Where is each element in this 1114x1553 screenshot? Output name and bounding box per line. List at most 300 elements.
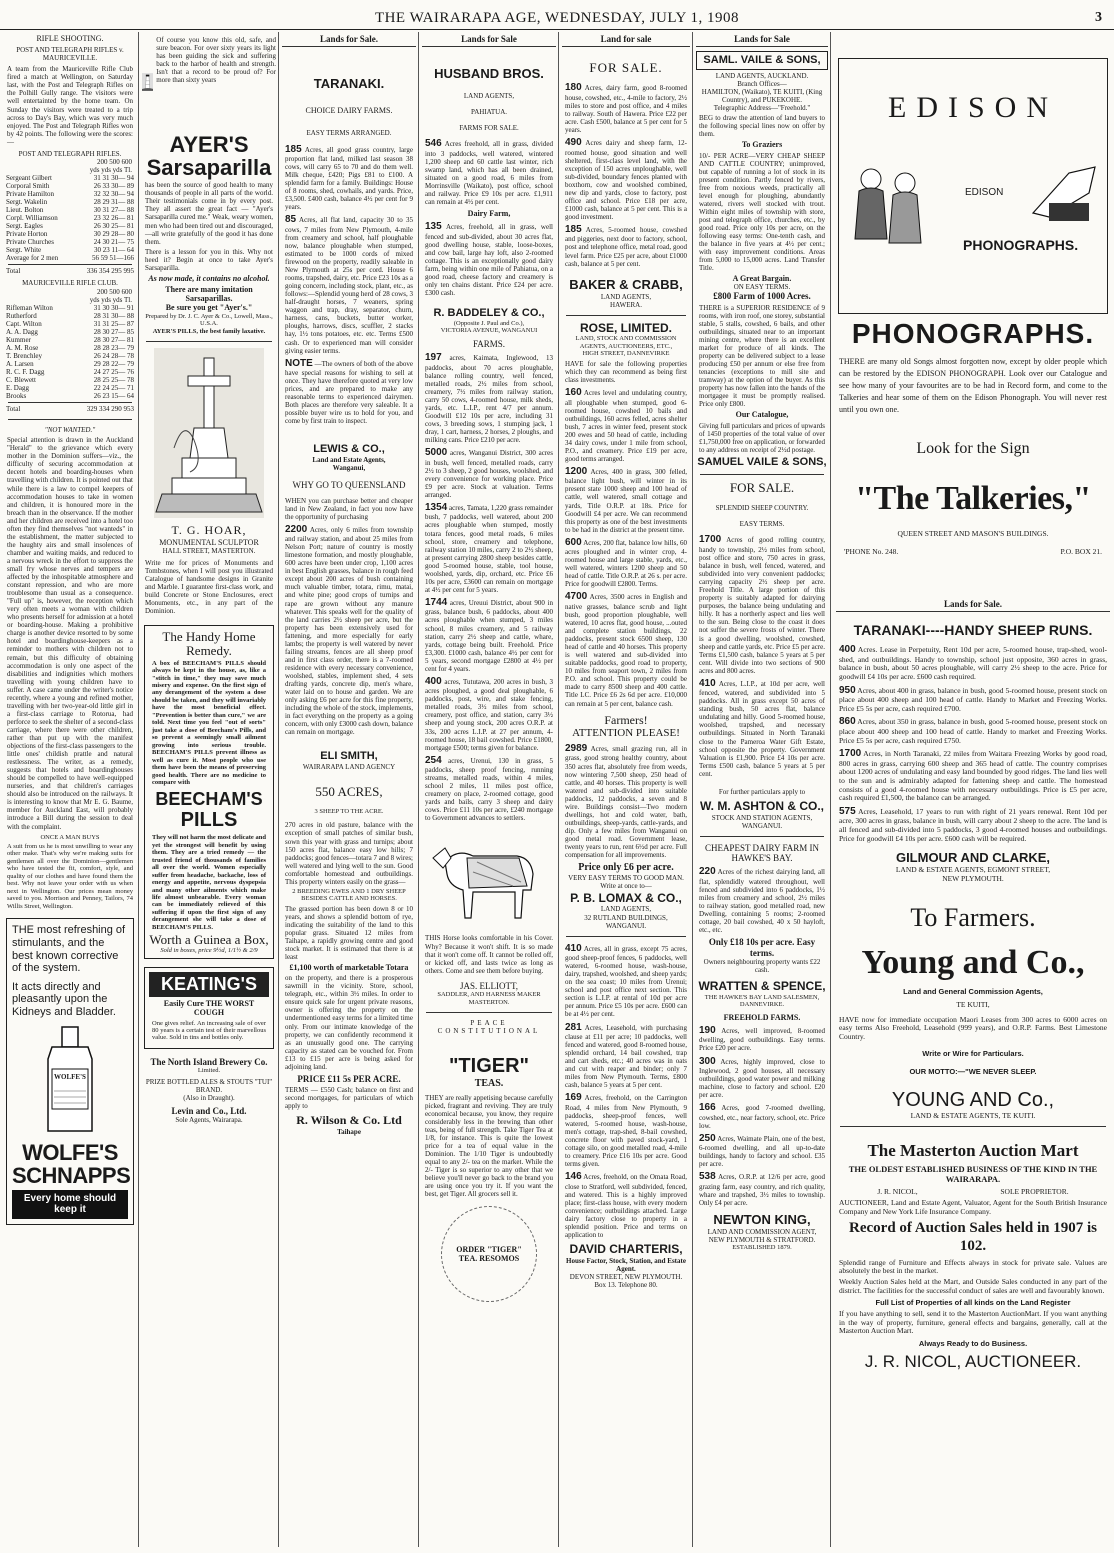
brand-sub: TEAS. bbox=[474, 1078, 504, 1090]
ayer-ad-top bbox=[142, 36, 276, 128]
shooter-scores: 26 24 28— 78 bbox=[93, 351, 134, 360]
advertiser-name: T. G. HOAR, bbox=[171, 522, 247, 537]
advertiser-address: HALL STREET, MASTERTON. bbox=[162, 546, 256, 555]
ad-body: THERE is a SUPERIOR RESIDENCE of 9 rooms, with iron roof, one storey, substantial stable, 5 stalls, cowshed, 6 bails, and other outbuildings, situated near to an important mining centre, where there is an excellent market for produce of all kinds. The property can be delivered subject to a lease producing £50 per annum or else free from tenancies (exceptions to mill site and tramway) at the option of the buyer. As this property has now fallen into the hands of the mortgagee it must be promptly realised. Price only £800. bbox=[699, 303, 825, 409]
shooter-name: Sergt. White bbox=[6, 246, 42, 255]
ad-subheading: Dairy Farm, bbox=[467, 209, 511, 219]
column-rule bbox=[558, 32, 559, 1547]
shooter-scores: 30 31 27— 88 bbox=[93, 206, 134, 215]
shooter-name: Average for 2 men bbox=[6, 254, 59, 263]
proprietor-name: J. R. NICOL, bbox=[877, 1187, 918, 1197]
brand-name: BEECHAM'S bbox=[155, 788, 263, 809]
ad-body: BEG to draw the attention of land buyers to the following special lines now on offer by them. bbox=[699, 114, 825, 139]
ad-subheading: Write at once to— bbox=[600, 881, 652, 890]
masthead bbox=[0, 0, 1114, 30]
land-listing bbox=[565, 224, 687, 268]
advertiser-name: R. BADDELEY & CO., bbox=[433, 307, 545, 320]
listing-text: Acres, small grazing run, all in grass, good strong healthy country, about 350 acres flat, absolutely free from weeds, now wintering 7,500 sheep, 250 head of cattle, and 40 horses. This property is well watered and sub-divided into suitable paddocks, 12 paddocks, a seven and 8 wire. Buildings consist—Two modern dwellings, hot and cold water, bath, outbuildings, sheep-yards, cattle-yards, and dip. Only a few miles from Wanganui on good metal road. Government lease, twenty years to run, rent 6½d per acre. Full compensation for all improvements. bbox=[565, 744, 687, 860]
score-row bbox=[4, 320, 136, 328]
land-listing bbox=[565, 1022, 687, 1090]
land-listing bbox=[425, 138, 553, 206]
score-row bbox=[4, 206, 136, 214]
ad-body: (Also in Draught). bbox=[183, 1093, 235, 1102]
listing-acres: 410 bbox=[699, 677, 716, 689]
total-label: Total bbox=[6, 267, 21, 276]
listing-acres: 220 bbox=[699, 866, 716, 878]
score-row bbox=[4, 352, 136, 360]
score-row bbox=[4, 328, 136, 336]
advertiser-sub: Sole Agents, Wairarapa. bbox=[175, 1116, 243, 1125]
ad-body: Write me for prices of Monuments and Tombstones, when I will post you illustrated Catalogue of handsome designs in Granite and Marble. I guarantee first-class work, and build Concrete or Stone Enclosures, erect Monuments, etc., in any part of the Dominion. bbox=[145, 559, 273, 616]
advertiser-sub: LAND & ESTATE AGENTS, TE KUITI. bbox=[910, 1110, 1036, 1120]
ad-subheading: £800 Farm of 1000 Acres. bbox=[713, 291, 811, 302]
listing-text: Acres dairy and sheep farm, 12-roomed house, good situation and well sheltered, first-class level land, with the exception of 150 acres unploughable, well sub-divided, boundary fences planted with boxthorn, cow and woolshed combined, new dip and yards, close to factory, post office and school. Price £18 per acre, £1000 cash, balance at 5 per cent. This is a good investment. bbox=[565, 139, 688, 221]
listing-text: Acres, 200 flat, balance low hills, 60 acres ploughed and in winter crop, 4-roomed house and large stable, yards, etc., well watered, winters 1200 sheep and 50 head of cattle. Title O.R.P. at 26 s. per acre. Price for goodwill £2800. Terms. bbox=[565, 538, 687, 589]
score-row bbox=[4, 336, 136, 344]
score-total bbox=[4, 267, 136, 275]
ad-subheading: Our Catalogue, bbox=[735, 410, 789, 420]
ad-tagline: Be sure you get "Ayer's." bbox=[165, 303, 253, 313]
article-heading: RIFLE SHOOTING. bbox=[36, 34, 104, 43]
yards-header: yds yds yds Tl. bbox=[89, 165, 132, 174]
team-title: POST AND TELEGRAPH RIFLES. bbox=[18, 149, 122, 158]
score-table bbox=[4, 174, 136, 263]
ad-body: TERMS — £550 Cash; balance on first and second mortgages, for particulars of which apply to bbox=[285, 1086, 413, 1111]
listing-acres: 180 bbox=[565, 82, 582, 94]
ad-heading: PHONOGRAPHS. bbox=[851, 318, 1095, 349]
listing-acres: 5000 bbox=[425, 447, 448, 459]
advertiser-sub: WANGANUI. bbox=[741, 821, 783, 830]
land-listing bbox=[285, 214, 413, 354]
advertiser-name: DAVID CHARTERIS, bbox=[569, 1242, 683, 1257]
shooter-name: Corporal Smith bbox=[6, 181, 50, 190]
listing-text: acres, Tamata, 1,220 grass remainder bush, 7 paddocks, well watered, about 200 acres ploughable when stumped, mostly totara fences, good metal roads, 6 miles school, store, creamery and telephone, railway station 10 miles, carry 2 to 2½ sheep, at present carrying 2800 sheep besides cattle, good 5-roomed house, stable, tool house, woolshed, yards, dip, orchard, etc. Price £6 10s per acre, £3600 can remain on mortgage at 4½ per cent for 5 years. bbox=[425, 503, 553, 594]
ad-body: 10/- PER ACRE—VERY CHEAP SHEEP AND CATTLE COUNTRY; unimproved, but capable of running a lot of stock in its present condition. Partly fenced by rivers, free from noxious weeds, practically all level enough for ploughing, abundantly watered, rivers well stocked with trout. Within eight miles of township with store, post and telegraph office, churches, etc., by good road. Price only 10s per acre, on the following easy terms: One-tenth cash, and the balance in five years at 4½ per cent.; with easy improvement conditions. Areas from 5,000 to 15,000 acres. Land Transfer Title. bbox=[699, 151, 825, 273]
land-listing bbox=[425, 352, 553, 444]
ad-tagline: Prepared by Dr. J. C. Ayer & Co., Lowell, Mass., U.S.A. bbox=[145, 312, 273, 328]
shooter-name: Sergt. Eagles bbox=[6, 222, 43, 231]
listing-text: acres, Ureuui District, about 900 in grass, balance bush, 6 paddocks, about 400 acres ploughable when stumped, 3 miles school, 8 miles creamery, and 5 railway station, carry 2½ sheep and cattle, whare, yards, cottage being built. Freehold. Price £3,300. £1000 cash, balance 4½ per cent for 5 years, second mortgage £2800 at 4½ per cent for 4 years. bbox=[425, 598, 553, 673]
score-row bbox=[4, 368, 136, 376]
land-listing bbox=[565, 137, 687, 221]
keatings-ad bbox=[144, 967, 274, 1048]
advertiser-sub: LAND AGENTS, bbox=[600, 292, 652, 301]
column-1 bbox=[4, 32, 136, 1547]
ad-subheading: Write or Wire for Particulars. bbox=[922, 1048, 1024, 1058]
score-row bbox=[4, 376, 136, 384]
listing-text: Acres, O.R.P. at 12/6 per acre, good grazing farm, easy country, and rich quality, whare and trapshed, 3½ miles to township. Only £4 per acre. bbox=[699, 1173, 825, 1208]
column-rule bbox=[418, 32, 419, 1547]
ad-body: They will not harm the most delicate and yet the strongest will benefit by using them. They are a tried remedy — the trusted friend of thousands of families all over the world. Women especially suffer from headache, backache, loss of energy and appetite, nervous dyspepsia and many other ailments which make life almost unbearable. Every woman can be immediately relieved of this suffering if upon the first sign of any derangement she will take a dose of BEECHAM'S PILLS. bbox=[152, 834, 266, 931]
ad-body: Of course you know this old, safe, and sure beacon. For over sixty years its light has been guiding the sick and suffering back to the harbor of health and strength. Isn't that a record to be proud of? For more than sixty years bbox=[156, 36, 276, 85]
listing-text: Acres, Leasehold, 17 years to run with right of 21 years renewal. Rent 10d per acre, 300 acres in grass, balance in bush, will carry about 2 sheep to the acre. The land is all fenced and sub-divided into 5 paddocks, 3 good 4-roomed houses and outbuildings. Price for goodwill £4 10s per acre. £600 cash will be required. bbox=[839, 806, 1108, 843]
listing-acres: 135 bbox=[425, 221, 442, 233]
listing-acres: 1700 bbox=[699, 534, 722, 546]
section-heading: Lands for Sale. bbox=[836, 597, 1110, 612]
land-listing bbox=[565, 591, 687, 707]
listing-acres: 2200 bbox=[285, 523, 308, 535]
brand-name: WOLFE'S SCHNAPPS bbox=[12, 1139, 131, 1188]
shooter-name: Corpl. Williamson bbox=[6, 214, 58, 223]
advertiser-name: P. B. LOMAX & CO., bbox=[570, 890, 682, 905]
listing-text: Acres, about 400 in grass, balance in bush, good 5-roomed house, present stock on place about 400 sheep and 100 head of cattle. Handy to Market and Freezing Works. Price £5 5s per acre, cash required £700. bbox=[839, 685, 1107, 713]
shooter-name: Rutherford bbox=[6, 311, 37, 320]
advertiser-name: Levin and Co., Ltd. bbox=[171, 1105, 247, 1116]
advertiser-sub: Land and General Commission Agents, bbox=[903, 987, 1043, 997]
ad-heading: FREEHOLD FARMS. bbox=[723, 1012, 801, 1022]
score-row bbox=[4, 392, 136, 400]
shooter-scores: 28 25 25— 78 bbox=[93, 376, 134, 385]
bottle-label: WOLFE'S bbox=[54, 1072, 86, 1081]
shooter-scores: 28 30 27— 81 bbox=[93, 335, 134, 344]
listing-text: acres, Urenui, 130 in grass, 5 paddocks, sheep proof fencing, running streams, metalled roads, within 4 miles, school 2 miles, 11 miles post office, creamery on place, 2-roomed cottage, good yards and bails, carry 3 sheep and dairy cows. Price £11 10s per acre, £240 mortgage to Government advances to settlers. bbox=[425, 756, 553, 823]
ad-body: WHEN you can purchase better and cheaper land in New Zealand, in fact you now have the opportunity of purchasing bbox=[285, 496, 413, 521]
advertiser-sub: Taihape bbox=[337, 1128, 361, 1137]
advertiser-trade: MONUMENTAL SCULPTOR bbox=[159, 537, 259, 547]
score-row bbox=[4, 214, 136, 222]
shooter-name: Lieut. Bolton bbox=[6, 206, 44, 215]
advertiser-name: ROSE, LIMITED. bbox=[579, 320, 672, 335]
land-listing bbox=[425, 447, 553, 499]
ad-tagline: AYER'S PILLS, the best family laxative. bbox=[152, 327, 266, 335]
land-listing bbox=[565, 466, 687, 534]
listing-acres: 538 bbox=[699, 1171, 716, 1183]
shooter-name: Private Hamilton bbox=[6, 189, 55, 198]
listing-text: Acres level and undulating country, all ploughable when stumped, good 6-roomed house, cowshed 10 bails and outbuildings, 160 acres felled, acres shelter bush, 7 acres in winter feed, present stock 200 ewes and 50 head of cattle, including 34 dairy cows, under 1 mile from school, P.O., and creamery. Price £19 per acre, good terms arranged. bbox=[565, 389, 688, 463]
listing-text: Acres of the richest dairying land, all flat, splendidly watered throughout, well fenced and subdivided into 6 paddocks, 1½ miles from creamery and school, 2½ miles to railway station, good metalled road, new Dwelling, containing 5 rooms; 2-roomed cottage, 20 bail cowshed, 40 x 50 hayloft, etc., etc. bbox=[699, 868, 825, 935]
advertiser-sub: (Opposite J. Paul and Co.), bbox=[453, 319, 525, 327]
ad-body: THERE are many old Songs almost forgotten now, except by older people which can be restored by the EDISON PHONOGRAPH. Look over our Catalogue and see how many of your favourites are to be had in Record form, and come to the Talkeries and hear some of them on the Edison Phonograph. You will never rest until you own one. bbox=[839, 357, 1107, 415]
listing-acres: 1200 bbox=[565, 465, 588, 477]
advertiser-address: 32 RUTLAND BUILDINGS, bbox=[584, 913, 668, 922]
ad-subheading: A Great Bargain. bbox=[732, 274, 792, 284]
listing-text: —The owners of both of the above have special reasons for wishing to sell at once. They have therefore quoted at very low prices, and are prepared to make any reasonable terms to experienced dairymen. Both places are therefore very saleable. It a possible buyer wire us to hold for you, and come by first train to inspect. bbox=[285, 359, 413, 426]
listing-acres: 190 bbox=[699, 1024, 716, 1036]
ad-heading: Farmers! bbox=[604, 712, 648, 727]
land-listing bbox=[565, 537, 687, 589]
land-listing bbox=[699, 1102, 825, 1130]
ad-subheading: VERY EASY TERMS TO GOOD MAN. bbox=[568, 873, 684, 882]
shooter-name: C. Blewett bbox=[6, 376, 36, 385]
advertiser-sub: LAND & ESTATE AGENTS, EGMONT STREET, bbox=[895, 865, 1051, 875]
advertiser-address: NEW PLYMOUTH & STRATFORD. bbox=[708, 1236, 816, 1245]
advertiser-sub: HAMILTON, (Waikato), TE KUITI, (King Country), and PUKEKOHE. bbox=[701, 88, 823, 105]
advertiser-name: ELI SMITH, bbox=[320, 750, 378, 763]
ad-heading: Record of Auction Sales held in 1907 is 102. bbox=[849, 1220, 1097, 1254]
ad-body: AUCTIONEER, Land and Estate Agent, Valuator, Agent for the South British Insurance Company and New York Life Insurance Company. bbox=[839, 1198, 1107, 1216]
score-row bbox=[4, 246, 136, 254]
listing-acres: 250 bbox=[699, 1132, 716, 1144]
horse-cover-illustration bbox=[427, 828, 551, 928]
listing-acres: 1744 bbox=[425, 596, 448, 608]
ad-price: Only £18 10s per acre. Easy terms. bbox=[708, 937, 816, 958]
listing-acres: 860 bbox=[839, 716, 856, 728]
listing-text: Acres, dairy farm, good 8-roomed house, cowshed, etc., 4-mile to factory, 2½ miles to store and post office, and 4 miles to railway. South of Hawera. Price £22 per acre. Cash £500, balance at 5 per cent for 5 years. bbox=[565, 84, 687, 134]
article-heading: "NOT WANTED." bbox=[44, 426, 96, 435]
land-listing bbox=[699, 534, 825, 674]
listing-acres: 490 bbox=[565, 137, 582, 149]
advertiser-name: The Masterton Auction Mart bbox=[867, 1141, 1079, 1161]
advertiser-name: W. M. ASHTON & CO., bbox=[699, 798, 824, 813]
advertiser-name: The North Island Brewery Co. bbox=[150, 1056, 268, 1067]
land-listing bbox=[699, 1056, 825, 1100]
advertiser-name: SAML. VAILE & SONS, bbox=[696, 51, 828, 70]
listing-acres: 1354 bbox=[425, 501, 448, 513]
advertiser-signature: J. R. NICOL, AUCTIONEER. bbox=[864, 1352, 1082, 1372]
brand-name: PILLS bbox=[180, 809, 238, 832]
ad-body: A box of BEECHAM'S PILLS should always be kept in the house, as, like a "stitch in time," they may save much misery and expense. On the first sign of any derangement of the system a dose should be taken, and they will invariably have the most beneficial effect. "Prevention is better than cure," we are told. Next time you feel "out of sorts" just take a dose of Beecham's Pills, and so prevent a seemingly small ailment growing into serious trouble. BEECHAM'S PILLS prevent illness as well as cure it. Most people who use them have been the means of preserving good health. There are no medicine to compare with bbox=[152, 659, 266, 787]
listing-text: Acres, L.I.P., at 10d per acre, well fenced, watered, and subdivided into 5 paddocks. All in grass except 50 acres of standing bush, 50 acres flat, balance undulating and hilly. Good 5-roomed house, woolshed, trapshed, and necessary outbuildings. Situated in North Taranaki close to the Pameroa Water Gift Estate, school opposite the property. Government Valuation is £1,900. Price £4 10s per acre. Terms £500 cash, balance 5 years at 5 per cent. bbox=[699, 679, 825, 778]
article-subheading: POST AND TELEGRAPH RIFLES v. MAURICEVILLE. bbox=[16, 46, 124, 63]
advertiser-name: R. Wilson & Co. Ltd bbox=[296, 1113, 402, 1128]
monument-illustration bbox=[154, 348, 264, 518]
advertiser-name: GILMOUR AND CLARKE, bbox=[895, 850, 1051, 866]
score-row bbox=[4, 254, 136, 262]
shooter-scores: 26 30 25— 81 bbox=[93, 222, 134, 231]
bottle-illustration bbox=[38, 1025, 102, 1135]
shooter-name: Brooks bbox=[6, 392, 27, 401]
land-listing bbox=[425, 676, 553, 752]
score-row bbox=[4, 230, 136, 238]
listing-acres: 575 bbox=[839, 805, 856, 817]
land-listing bbox=[285, 144, 413, 212]
advertiser-name: Young and Co., bbox=[861, 944, 1085, 982]
score-row bbox=[4, 238, 136, 246]
listing-acres: 160 bbox=[565, 387, 582, 398]
brand-name: EDISON bbox=[888, 91, 1058, 124]
listing-acres: 185 bbox=[565, 223, 582, 235]
score-row bbox=[4, 344, 136, 352]
brand-name: KEATING'S bbox=[149, 972, 269, 997]
advertiser-address: VICTORIA AVENUE, WANGANUI bbox=[440, 327, 538, 335]
column-rule bbox=[138, 32, 139, 1547]
ad-body: There is a lesson for you in this. Why not heed it? Begin at once to take Ayer's Sarsaparilla. bbox=[145, 247, 273, 272]
land-listing bbox=[565, 82, 687, 134]
listing-acres: 4700 bbox=[565, 591, 588, 603]
brand-name: Sarsaparilla bbox=[146, 155, 272, 181]
listing-text: Acres, all in grass, except 75 acres, good sheep-proof fences, 6 paddocks, well watered, 6-roomed house, wash-house, dairy, trapshed, woolshed, and sheep yards; on the sea coast; 10 miles from Urenui; school and post office next section. This section is L.I.P. at rental of 10d per acre per annum. Price £5 10s per acre. £600 can be at 4½ per cent. bbox=[565, 944, 687, 1019]
score-row bbox=[4, 384, 136, 392]
score-table bbox=[4, 304, 136, 401]
listing-acres: 600 bbox=[565, 536, 582, 548]
shooter-name: Private Churches bbox=[6, 238, 55, 247]
listing-acres: 410 bbox=[565, 942, 582, 954]
ad-tagline: Easily Cure THE WORST COUGH bbox=[163, 999, 255, 1018]
ad-subheading: Full List of Properties of all kinds on the Land Register bbox=[875, 1298, 1071, 1308]
listing-acres: 400 bbox=[425, 675, 442, 687]
listing-text: Acres, all flat land, capacity 30 to 35 cows, 7 miles from New Plymouth, 4-mile from creamery and school, half ploughable now, balance ploughable when stumped, estimated to be 1000 cords of mixed firewood on the property, readily saleable in New Plymouth at 25s per cord. House 6 rooms, trapshed, dairy, etc. Price £23 10s as a going concern, including stock, plant, etc., as follows:—Splendid young herd of 28 cows, 3 half-draught horses, 7 weaners, spring waggon and trap, dray, separator, churn, harness, cans, buckets, butter worker, ploughs, harrows, discs, scuffler, 2 stacks hay, 1½ tons potatoes, etc. etc. Terms £500 cash. Or to experienced man will consider giving easier terms. bbox=[285, 216, 413, 355]
ad-slogan: Every home should keep it bbox=[12, 1190, 128, 1219]
ad-body: HAVE now for immediate occupation Maori Leases from 300 acres to 6000 acres on easy terms Also Freehold, Leasehold (999 years), and O.R.P. Farms. Best Limestone Country. bbox=[839, 1014, 1107, 1041]
section-heading: Lands for Sale bbox=[696, 32, 828, 47]
listing-text: Acres, Waimate Plain, one of the best, 6-roomed dwelling, and all up-to-date buildings, handy to factory and school. £35 per acre. bbox=[699, 1134, 825, 1169]
advertiser-contact: Telegraphic Address—"Freehold." bbox=[713, 104, 811, 113]
advertiser-sub: LAND AND COMMISSION AGENT, bbox=[707, 1228, 817, 1236]
listing-acres: 166 bbox=[699, 1102, 716, 1114]
advertiser-name: YOUNG AND Co., bbox=[891, 1088, 1055, 1111]
advertiser-sub: ESTABLISHED 1879. bbox=[732, 1244, 792, 1252]
ad-body: 270 acres in old pasture, balance with the exception of small patches of similar bush, sown this year with grass and turnips; about 150 acres flat, balance easy low hills; 7 paddocks; good fences—totara 7 and 8 wires; well watered and lying well to the sun. Good comfortable homestead and outbuildings. This property winters easily on the grass— bbox=[285, 821, 413, 886]
shooter-name: A. A. Dagg bbox=[6, 327, 38, 336]
ad-subheading: EASY TERMS ARRANGED. bbox=[306, 129, 392, 138]
newspaper-title: THE WAIRARAPA AGE, WEDNESDAY, JULY 1, 1908 bbox=[374, 10, 740, 26]
land-listing bbox=[839, 644, 1107, 681]
ad-subheading: £1,100 worth of marketable Totara bbox=[289, 963, 409, 973]
listing-text: acres, Tututawa, 200 acres in bush, 3 acres ploughed, a good deal ploughable, 6 paddocks, post, wire, and stake fencing, metalled roads, 3½ miles from school, creamery, post office, and station, carry 3½ sheep and young stock, 200 acres O.R.P. at 33s, 200 acres L.I.P. at 27 per annum, 4-roomed house, 18 bail cowshed. Price £1800, mortgage £500; terms given for balance. bbox=[425, 677, 554, 752]
advertiser-name: SAMUEL VAILE & SONS, bbox=[697, 455, 827, 468]
ad-tagline: As now made, it contains no alcohol. bbox=[148, 273, 270, 283]
shooter-scores: 28 31 30— 88 bbox=[93, 311, 134, 320]
brand-name: AYER'S bbox=[169, 132, 249, 157]
land-listing bbox=[565, 1092, 687, 1168]
shooter-scores: 26 23 15— 64 bbox=[93, 392, 134, 401]
ad-body: One gives relief. An increasing sale of over 80 years is a certain test of their marvellous value. Sold in tins and bottles only. bbox=[152, 1019, 266, 1042]
shooter-scores: 24 27 25— 76 bbox=[93, 367, 134, 376]
section-heading: Lands for Sale bbox=[422, 32, 556, 47]
ad-text: It acts directly and pleasantly upon the Kidneys and Bladder. bbox=[12, 980, 116, 1019]
ad-body: A suit from us he is most unwilling to wear any other make. That's why we're making suits for gentlemen all over the Dominion—gentlemen who have tested the fit, comfort, style, and quality of our clothes and have found them the best. Why not leave your order with us when next in Wellington. Our prices mean money saved to you. Morrison and Penney, Tailors, 74 Willis Street, Wellington. bbox=[7, 843, 133, 910]
beechams-ad bbox=[144, 625, 274, 959]
listing-acres: 197 bbox=[425, 352, 442, 364]
listing-text: Acres, only 6 miles from township and railway station, and about 25 miles from Nelson Port; nature of country is mostly limestone formation, and mostly ploughable, 600 acres have been under crop, 1,100 acres in best English grasses, balance in rough feed except about 200 acres of bush containing much valuable timber, totara, rimu, matai, and white pine; good crops of turnips and rape are grown without any manure whatever. This speaks well for the quality of the land carries 2½ sheep per acre, but the property has been extensively used for fattening, and more especially for early lambs; the property is well watered by never failing streams, fences are all sheep proof and in first class order, there is a 7-roomed residence with every necessary convenience, woolshed, stables, implement shed, 4 sets drafting yards, concrete dip, men's whare, water laid on to house and garden. We are only asking £6 per acre for this fine property, including the whole of the stock, implements, in fact everything on the property as a going concern, with only £3000 cash down, balance can remain on mortgage. bbox=[285, 525, 413, 737]
ad-subheading: EASY TERMS. bbox=[739, 520, 785, 529]
ad-heading: Look for the Sign bbox=[916, 440, 1030, 458]
ad-heading: ATTENTION PLEASE! bbox=[572, 727, 680, 740]
shooter-scores: 28 30 27— 85 bbox=[93, 327, 134, 336]
listing-acres: 281 bbox=[565, 1021, 582, 1033]
shooter-scores: 30 23 11— 64 bbox=[94, 246, 134, 255]
ad-body: THIS Horse looks comfortable in his Cover. Why? Because it won't shift. It is so made that it won't come off. It cannot be rolled off, or kicked off, and lasts twice as long as others. Come and see them before buying. bbox=[425, 934, 553, 975]
listing-text: Acres of good rolling country, handy to township, 2½ miles from school, post office and store, 750 acres in grass, balance in bush, well fenced, watered, and subdivided into very convenient paddocks; carrying capacity 2½ sheep per acre. Freehold Title. A large portion of this property is suitably adapted for dairying purposes, the balance being undulating and hilly. It has a northerly aspect and lies well to the sun. Being close to the coast it does not suffer the severe frosts of winter. There is a good dwelling, woolshed, cowshed, sheep and cattle yards, etc. Price £5 per acre. Terms £1,500 cash, balance 5 years at 5 per cent. Will divide into two sections of 900 acres and 800 acres. bbox=[699, 536, 826, 675]
advertiser-contact: Box 13. Telephone 80. bbox=[594, 1280, 658, 1289]
shooter-name: R. C. F. Dagg bbox=[6, 367, 45, 376]
ad-subheading: ON EASY TERMS. bbox=[733, 283, 791, 292]
listing-text: Acres freehold, all in grass, divided into 3 paddocks, well watered, wintered 1,200 sheep and 60 cattle last winter, rich swamp land, which has all been drained, situated on a good road, 6 miles from Morrinsville (Waikato), post office, school and railway. Price £9 10s per acre. £1,911 can remain at 4½ per cent. bbox=[425, 140, 553, 207]
ad-subheading: For further particulars apply to bbox=[718, 787, 806, 796]
shooter-scores: 24 30 21— 75 bbox=[93, 238, 134, 247]
score-row bbox=[4, 304, 136, 312]
advertiser-sub: Limited. bbox=[197, 1067, 221, 1075]
shooter-scores: 31 31 25— 87 bbox=[93, 319, 134, 328]
advertiser-sub: THE OLDEST ESTABLISHED BUSINESS OF THE KIND IN THE WAIRARAPA. bbox=[848, 1163, 1098, 1184]
ad-price: Price only £6 per acre. bbox=[578, 862, 674, 874]
shooter-scores: 22 24 25— 71 bbox=[93, 384, 134, 393]
yards-header: yds yds yds Tl. bbox=[89, 295, 132, 304]
advertiser-sub: MASTERTON. bbox=[468, 998, 510, 1006]
ad-motto: OUR MOTTO:—"WE NEVER SLEEP. bbox=[909, 1067, 1037, 1077]
listing-text: Acres, freehold, on the Carrington Road, 4 miles from New Plymouth, 9 paddocks, sheep-proof fences, well watered, 5-roomed house, wash-house, men's cottage, trap-shed, 8-bail cowshed, concrete floor with paved stock-yard, 1 cottage silo, on good metalled road, 4-mile to creamery. Price £16 10s per acre. Good terms given. bbox=[565, 1094, 687, 1169]
ad-heading: WHY GO TO QUEENSLAND bbox=[292, 480, 406, 491]
range-header: 200 500 600 bbox=[97, 287, 132, 296]
column-6 bbox=[696, 32, 828, 1547]
listing-acres: 169 bbox=[565, 1092, 582, 1104]
advertiser-sub: STOCK AND STATION AGENTS, bbox=[711, 813, 813, 822]
ad-subheading: CHOICE DAIRY FARMS. bbox=[305, 106, 393, 116]
proprietor-role: SOLE PROPRIETOR. bbox=[1000, 1187, 1069, 1197]
land-listing bbox=[425, 597, 553, 673]
edison-ad-box bbox=[838, 58, 1108, 314]
phonograph-icon bbox=[1029, 163, 1099, 223]
land-listing bbox=[565, 1171, 687, 1239]
score-row bbox=[4, 190, 136, 198]
total-value: 329 334 290 953 bbox=[86, 405, 134, 414]
shooter-name: A. M. Rose bbox=[6, 343, 39, 352]
advertiser-sub: WANGANUI. bbox=[605, 921, 647, 930]
shooter-scores: 31 30 30— 91 bbox=[93, 303, 134, 312]
advertiser-sub: Branch Offices— bbox=[737, 80, 787, 89]
lighthouse-icon bbox=[142, 36, 153, 128]
ad-price: PRICE £11 5s PER ACRE. bbox=[297, 1073, 401, 1084]
land-listing bbox=[425, 502, 553, 594]
ad-subheading: To Graziers bbox=[741, 140, 783, 150]
shooter-scores: 23 32 26— 81 bbox=[93, 214, 134, 223]
column-5 bbox=[562, 32, 690, 1547]
range-header: 200 500 600 bbox=[97, 157, 132, 166]
shooter-name: A. Larsen bbox=[6, 359, 34, 368]
advertiser-sub: PAHIATUA. bbox=[470, 108, 508, 117]
advertiser-sub: LAND, STOCK AND COMMISSION AGENTS, AUCTIONEERS, ETC., bbox=[575, 335, 677, 350]
ad-tagline: There are many imitation Sarsaparillas. bbox=[165, 285, 253, 304]
score-row bbox=[4, 198, 136, 206]
ad-body: HAVE for sale the following properties which they can recommend as being first class investments. bbox=[565, 359, 687, 384]
listing-text: acres, Kaimata, Inglewood, 13 paddocks, about 70 acres ploughable, balance rolling country, well fenced, metalled roads, 2½ miles from school, creamery, 7½ miles from railway station, carry 50 cows, 4-roomed house, milk sheds, yards, etc. L.I.P., rent 4/7 per annum. Goodwill £12 10s per acre, including 31 cows, 3 breeding sows, 1 stumping jack, 1 dray, 1 cart, harness, 2 horses, 2 ploughs, and milking cans. Price £210 per acre. bbox=[425, 354, 554, 445]
advertiser-name: NEWTON KING, bbox=[713, 1212, 811, 1228]
listing-acres: 2989 bbox=[565, 742, 588, 754]
ad-body: THEY are really appetising because carefully picked, fragrant and reviving. They are truly economical because, you know, they require considerably less in the brewing than other teas, being of full strength. Take Tiger Tea at 1/8, for instance. This is quite the lowest price for a tea of equal value in the Dominion. The 1/10 Tiger is undoubtedly equal to any 2/- tea on the market. While the 2/- Tiger is so superior to any other that we believe you'll never go back to the brand you are using once you try it. If you want the best, get Tiger. All grocers sell it. bbox=[425, 1093, 553, 1199]
advertiser-address: DEVON STREET, NEW PLYMOUTH. bbox=[569, 1272, 683, 1281]
land-listing bbox=[839, 685, 1107, 714]
ad-heading: The Handy Home Remedy. bbox=[162, 629, 256, 658]
article-body: A team from the Mauriceville Rifle Club fired a match at Wellington, on Saturday last, with the Post and Telegraph Rifles on the Polhill Gully range. The visitors were well entertainted by the home team. On Sunday the visitors were treated to a trip across to Day's Bay, which was very much enjoyed. The Post and Telegraph Rifles won by 42 points. The following were the scores:— bbox=[7, 65, 133, 146]
advertiser-sub: FARMS FOR SALE. bbox=[459, 124, 519, 133]
advertiser-sub: WAIRARAPA LAND AGENCY bbox=[302, 762, 396, 771]
advertiser-name: BAKER & CRABB, bbox=[569, 276, 683, 292]
ad-subheading: Always Ready to do Business. bbox=[918, 1338, 1028, 1348]
shooter-name: T. Brenchley bbox=[6, 351, 43, 360]
ad-subheading: SPLENDID SHEEP COUNTRY. bbox=[715, 504, 809, 513]
listing-text: Acres, 3500 acres in English and native grasses, balance scrub and light bush, good proportion ploughable, well watered, 10 acres flat, good house, ...outed and complete station buildings, 22 paddocks, present stock 6500 sheep, 130 head of cattle and 40 horses. This property is well watered and sub-divided into suitable paddocks, good road to property, 10 miles from seaport town, 2 miles from P.O. and school. This property could be made to carry 8500 sheep and 400 cattle. Title LC. Price £6 2s 6d per acre. £10,000 can remain at 5 per cent, balance cash. bbox=[565, 593, 687, 708]
land-listing bbox=[699, 1171, 825, 1207]
score-row bbox=[4, 174, 136, 182]
listing-acres: 300 bbox=[699, 1055, 716, 1067]
score-row bbox=[4, 312, 136, 320]
listing-acres: 254 bbox=[425, 754, 442, 766]
ad-body: on the property, and there is a prosperous sawmill in the vicinity. Store, school, telegraph, etc., within 3½ miles. In order to ensure quick sale for urgent private reasons, owner is offering the property on the undermentioned easy terms for a limited time only. From our intimate knowledge of the property, we can confidently recommend it as an unusually good one. The carrying capacity as stated can be vouched for. From £13 to £15 per acre is being asked for adjoining land. bbox=[285, 974, 413, 1071]
land-listing bbox=[699, 1133, 825, 1169]
ad-tagline: Worth a Guinea a Box, bbox=[149, 932, 269, 948]
ad-heading: FOR SALE. bbox=[589, 60, 663, 76]
ad-heading: 550 ACRES, bbox=[315, 784, 383, 799]
page-number: 3 bbox=[1095, 10, 1102, 25]
advertiser-address: HIGH STREET, DANNEVIRKE bbox=[582, 350, 670, 358]
ad-heading: TARANAKI. bbox=[313, 76, 385, 92]
ad-body: PRIZE BOTTLED ALES & STOUTS "TUI" BRAND. bbox=[145, 1077, 273, 1094]
po-box: P.O. BOX 21. bbox=[1060, 547, 1102, 557]
shooter-scores: 32 32 30— 94 bbox=[93, 189, 134, 198]
shooter-name: Private Horton bbox=[6, 230, 48, 239]
shooter-name: Sergt. Wakelin bbox=[6, 198, 48, 207]
shooter-name: Kummer bbox=[6, 335, 31, 344]
land-listing bbox=[425, 221, 553, 297]
ad-subheading: 2 BREEDING EWES AND 1 DRY SHEEP BESIDES CATTLE AND HORSES. bbox=[292, 887, 406, 903]
ad-label: PHONOGRAPHS. bbox=[963, 237, 1079, 253]
score-row bbox=[4, 360, 136, 368]
ad-body: Giving full particulars and prices of upwards of 1450 properties of the total value of over £1,750,000 free on application, or forwarded to any address on receipt of 2½d postage. bbox=[699, 421, 825, 454]
listing-text: Acres, 5-roomed house, cowshed and piggeries, next door to factory, school, post and telephone office, metal road, good level farm. Price £25 per acre, about £1000 cash, balance at 5 per cent. bbox=[565, 225, 687, 268]
shooter-name: Rifleman Wilton bbox=[6, 303, 53, 312]
land-listing bbox=[565, 387, 687, 463]
total-value: 336 354 295 995 bbox=[86, 267, 134, 276]
